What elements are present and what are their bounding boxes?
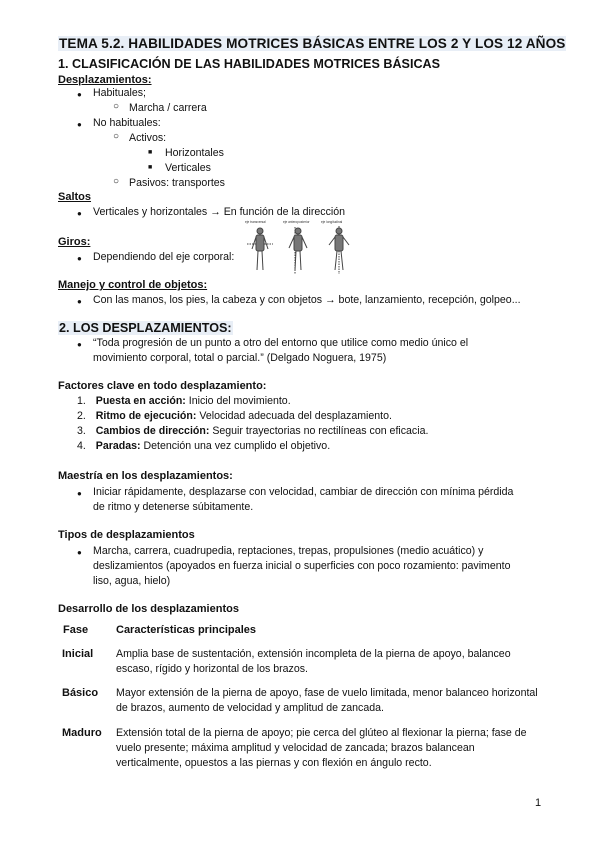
square-bullet-icon: ■ xyxy=(148,149,153,156)
item-term: Cambios de dirección: xyxy=(95,425,210,437)
figure-anteroposterior xyxy=(289,227,307,274)
item-desc: Inicio del movimiento. xyxy=(185,395,291,407)
list-item: Horizontales xyxy=(165,147,224,159)
list-item: Verticales xyxy=(165,162,211,174)
maestria-line: Iniciar rápidamente, desplazarse con velocidad, cambiar de dirección con mínima pérdida xyxy=(93,486,514,498)
tipos-line: liso, agua, hielo) xyxy=(93,575,171,587)
maestria-line: de ritmo y detenerse súbitamente. xyxy=(93,501,254,513)
numbered-item xyxy=(77,425,428,437)
item-term: Ritmo de ejecución: xyxy=(95,410,197,422)
bullet-icon: ● xyxy=(77,297,82,306)
table-cell-text: Extensión total de la pierna de apoyo; pie cerca del glúteo al flexionar la pierna; fase de xyxy=(116,727,527,739)
list-item: Marcha / carrera xyxy=(129,102,207,114)
section-1-heading: 1. CLASIFICACIÓN DE LAS HABILIDADES MOTRICES BÁSICAS xyxy=(58,57,441,71)
tipos-line: deslizamientos (apoyados en fuerza inicial o superficies con poco rozamiento: pavimento xyxy=(93,560,511,572)
list-item: Pasivos: transportes xyxy=(129,177,225,189)
circle-bullet-icon: ○ xyxy=(113,131,120,142)
maestria-label: Maestría en los desplazamientos: xyxy=(58,470,233,482)
bullet-icon: ● xyxy=(77,340,82,349)
table-cell-fase: Maduro xyxy=(62,727,102,739)
figure-label: eje anteroposterior xyxy=(283,220,310,224)
section-2-heading xyxy=(58,321,233,335)
section-2-heading-text: 2. LOS DESPLAZAMIENTOS: xyxy=(59,321,232,335)
list-item: Dependiendo del eje corporal: xyxy=(93,251,235,263)
item-term: Paradas: xyxy=(95,440,141,452)
giros-label: Giros: xyxy=(58,236,91,248)
table-header-caracteristicas: Características principales xyxy=(116,624,257,636)
saltos-label: Saltos xyxy=(58,191,92,203)
item-desc: Velocidad adecuada del desplazamiento. xyxy=(196,410,392,422)
bullet-icon: ● xyxy=(77,120,82,129)
rotation-axes-figure xyxy=(243,218,361,276)
item-number: 1. xyxy=(77,395,86,407)
figure-label: eje longitudinal xyxy=(321,220,343,224)
figure-label: eje transversal xyxy=(245,220,266,224)
table-header-fase: Fase xyxy=(63,624,89,636)
figure-longitudinal xyxy=(329,226,349,274)
item-desc: Detención una vez cumplido el objetivo. xyxy=(140,440,331,452)
tipos-line: Marcha, carrera, cuadrupedia, reptaciones, trepas, propulsiones (medio acuático) y xyxy=(93,545,484,557)
factores-label: Factores clave en todo desplazamiento: xyxy=(58,380,267,392)
quote-line: movimiento corporal, total o parcial.” (Delgado Noguera, 1975) xyxy=(93,352,387,364)
bullet-icon: ● xyxy=(77,254,82,263)
page-title: TEMA 5.2. HABILIDADES MOTRICES BÁSICAS ENTRE LOS 2 Y LOS 12 AÑOS xyxy=(59,36,566,51)
list-item: Habituales; xyxy=(93,87,146,99)
quote-line: “Toda progresión de un punto a otro del entorno que utilice como medio único el xyxy=(93,337,469,349)
item-number: 4. xyxy=(77,440,86,452)
numbered-item xyxy=(77,440,330,452)
tipos-label: Tipos de desplazamientos xyxy=(58,529,195,541)
table-cell-text: Amplia base de sustentación, extensión incompleta de la pierna de apoyo, balanceo xyxy=(116,648,511,660)
circle-bullet-icon: ○ xyxy=(113,176,120,187)
list-item: Con las manos, los pies, la cabeza y con objetos → bote, lanzamiento, recepción, golpeo... xyxy=(93,294,521,306)
table-cell-fase: Básico xyxy=(62,687,99,699)
bullet-icon: ● xyxy=(77,548,82,557)
item-desc: Seguir trayectorias no rectilíneas con eficacia. xyxy=(209,425,429,437)
bullet-icon: ● xyxy=(77,209,82,218)
numbered-item xyxy=(77,395,291,407)
figure-transversal xyxy=(247,228,273,270)
item-number: 3. xyxy=(77,425,86,437)
list-item: Activos: xyxy=(129,132,167,144)
manejo-label: Manejo y control de objetos: xyxy=(58,279,208,291)
bullet-icon: ● xyxy=(77,90,82,99)
table-cell-text: vuelo presente; máxima amplitud y velocidad de zancada; brazos balancean xyxy=(116,742,475,754)
desplazamientos-label: Desplazamientos: xyxy=(58,74,152,86)
table-cell-fase: Inicial xyxy=(62,648,94,660)
numbered-item xyxy=(77,410,392,422)
desarrollo-label: Desarrollo de los desplazamientos xyxy=(58,603,239,615)
square-bullet-icon: ■ xyxy=(148,164,153,171)
table-cell-text: de brazos, aumento de velocidad y amplitud de zancada. xyxy=(116,702,384,714)
table-cell-text: escaso, rígido y horizontal de los brazos. xyxy=(116,663,308,675)
page-number: 1 xyxy=(535,797,542,809)
bullet-icon: ● xyxy=(77,489,82,498)
circle-bullet-icon: ○ xyxy=(113,101,120,112)
item-number: 2. xyxy=(77,410,86,422)
table-cell-text: Mayor extensión de la pierna de apoyo, fase de vuelo limitada, menor balanceo horizontal xyxy=(116,687,538,699)
list-item: No habituales: xyxy=(93,117,161,129)
item-term: Puesta en acción: xyxy=(95,395,186,407)
list-item: Verticales y horizontales → En función de la dirección xyxy=(93,206,346,218)
table-cell-text: verticalmente, opuestos a las piernas y con flexión en ángulo recto. xyxy=(116,757,432,769)
